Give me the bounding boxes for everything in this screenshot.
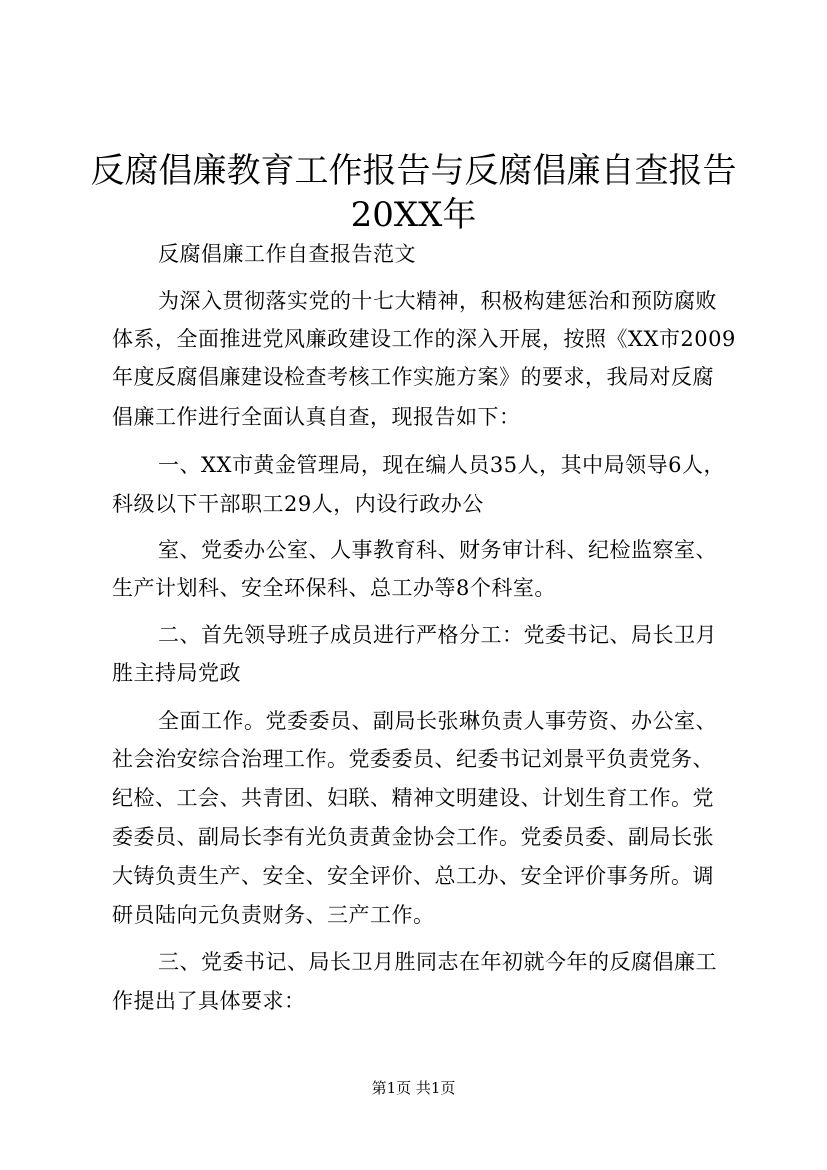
body-line: 反腐倡廉工作自查报告范文 (158, 242, 416, 266)
page-footer: 第1页 共1页 (371, 1079, 456, 1097)
body-line: 为深入贯彻落实党的十七大精神，积极构建惩治和预防腐败 (158, 289, 717, 313)
body-line: 作提出了具体要求： (112, 989, 306, 1013)
body-line: 全面工作。党委委员、副局长张琳负责人事劳资、办公室、 (158, 709, 717, 733)
body-line: 一、XX市黄金管理局，现在编人员35人，其中局领导6人， (158, 453, 725, 477)
body-line: 胜主持局党政 (112, 661, 241, 685)
body-line: 体系，全面推进党风廉政建设工作的深入开展，按照《XX市2009 (112, 327, 736, 351)
body-line: 年度反腐倡廉建设检查考核工作实施方案》的要求，我局对反腐 (112, 365, 714, 389)
document-title-line-1: 反腐倡廉教育工作报告与反腐倡廉自查报告 (90, 151, 737, 191)
body-line: 委委员、副局长李有光负责黄金协会工作。党委员委、副局长张 (112, 825, 714, 849)
document-title-line-2: 20XX年 (350, 195, 477, 235)
body-line: 社会治安综合治理工作。党委委员、纪委书记刘景平负责党务、 (112, 747, 714, 771)
body-line: 科级以下干部职工29人，内设行政办公 (112, 492, 484, 516)
body-line: 研员陆向元负责财务、三产工作。 (112, 903, 435, 927)
body-line: 大铸负责生产、安全、安全评价、总工办、安全评价事务所。调 (112, 864, 714, 888)
body-line: 生产计划科、安全环保科、总工办等8个科室。 (112, 576, 556, 600)
body-line: 纪检、工会、共青团、妇联、精神文明建设、计划生育工作。党 (112, 786, 714, 810)
body-line: 室、党委办公室、人事教育科、财务审计科、纪检监察室、 (158, 538, 717, 562)
body-line: 倡廉工作进行全面认真自查，现报告如下： (112, 405, 521, 429)
body-line: 三、党委书记、局长卫月胜同志在年初就今年的反腐倡廉工 (158, 950, 717, 974)
body-line: 二、首先领导班子成员进行严格分工：党委书记、局长卫月 (158, 623, 717, 647)
